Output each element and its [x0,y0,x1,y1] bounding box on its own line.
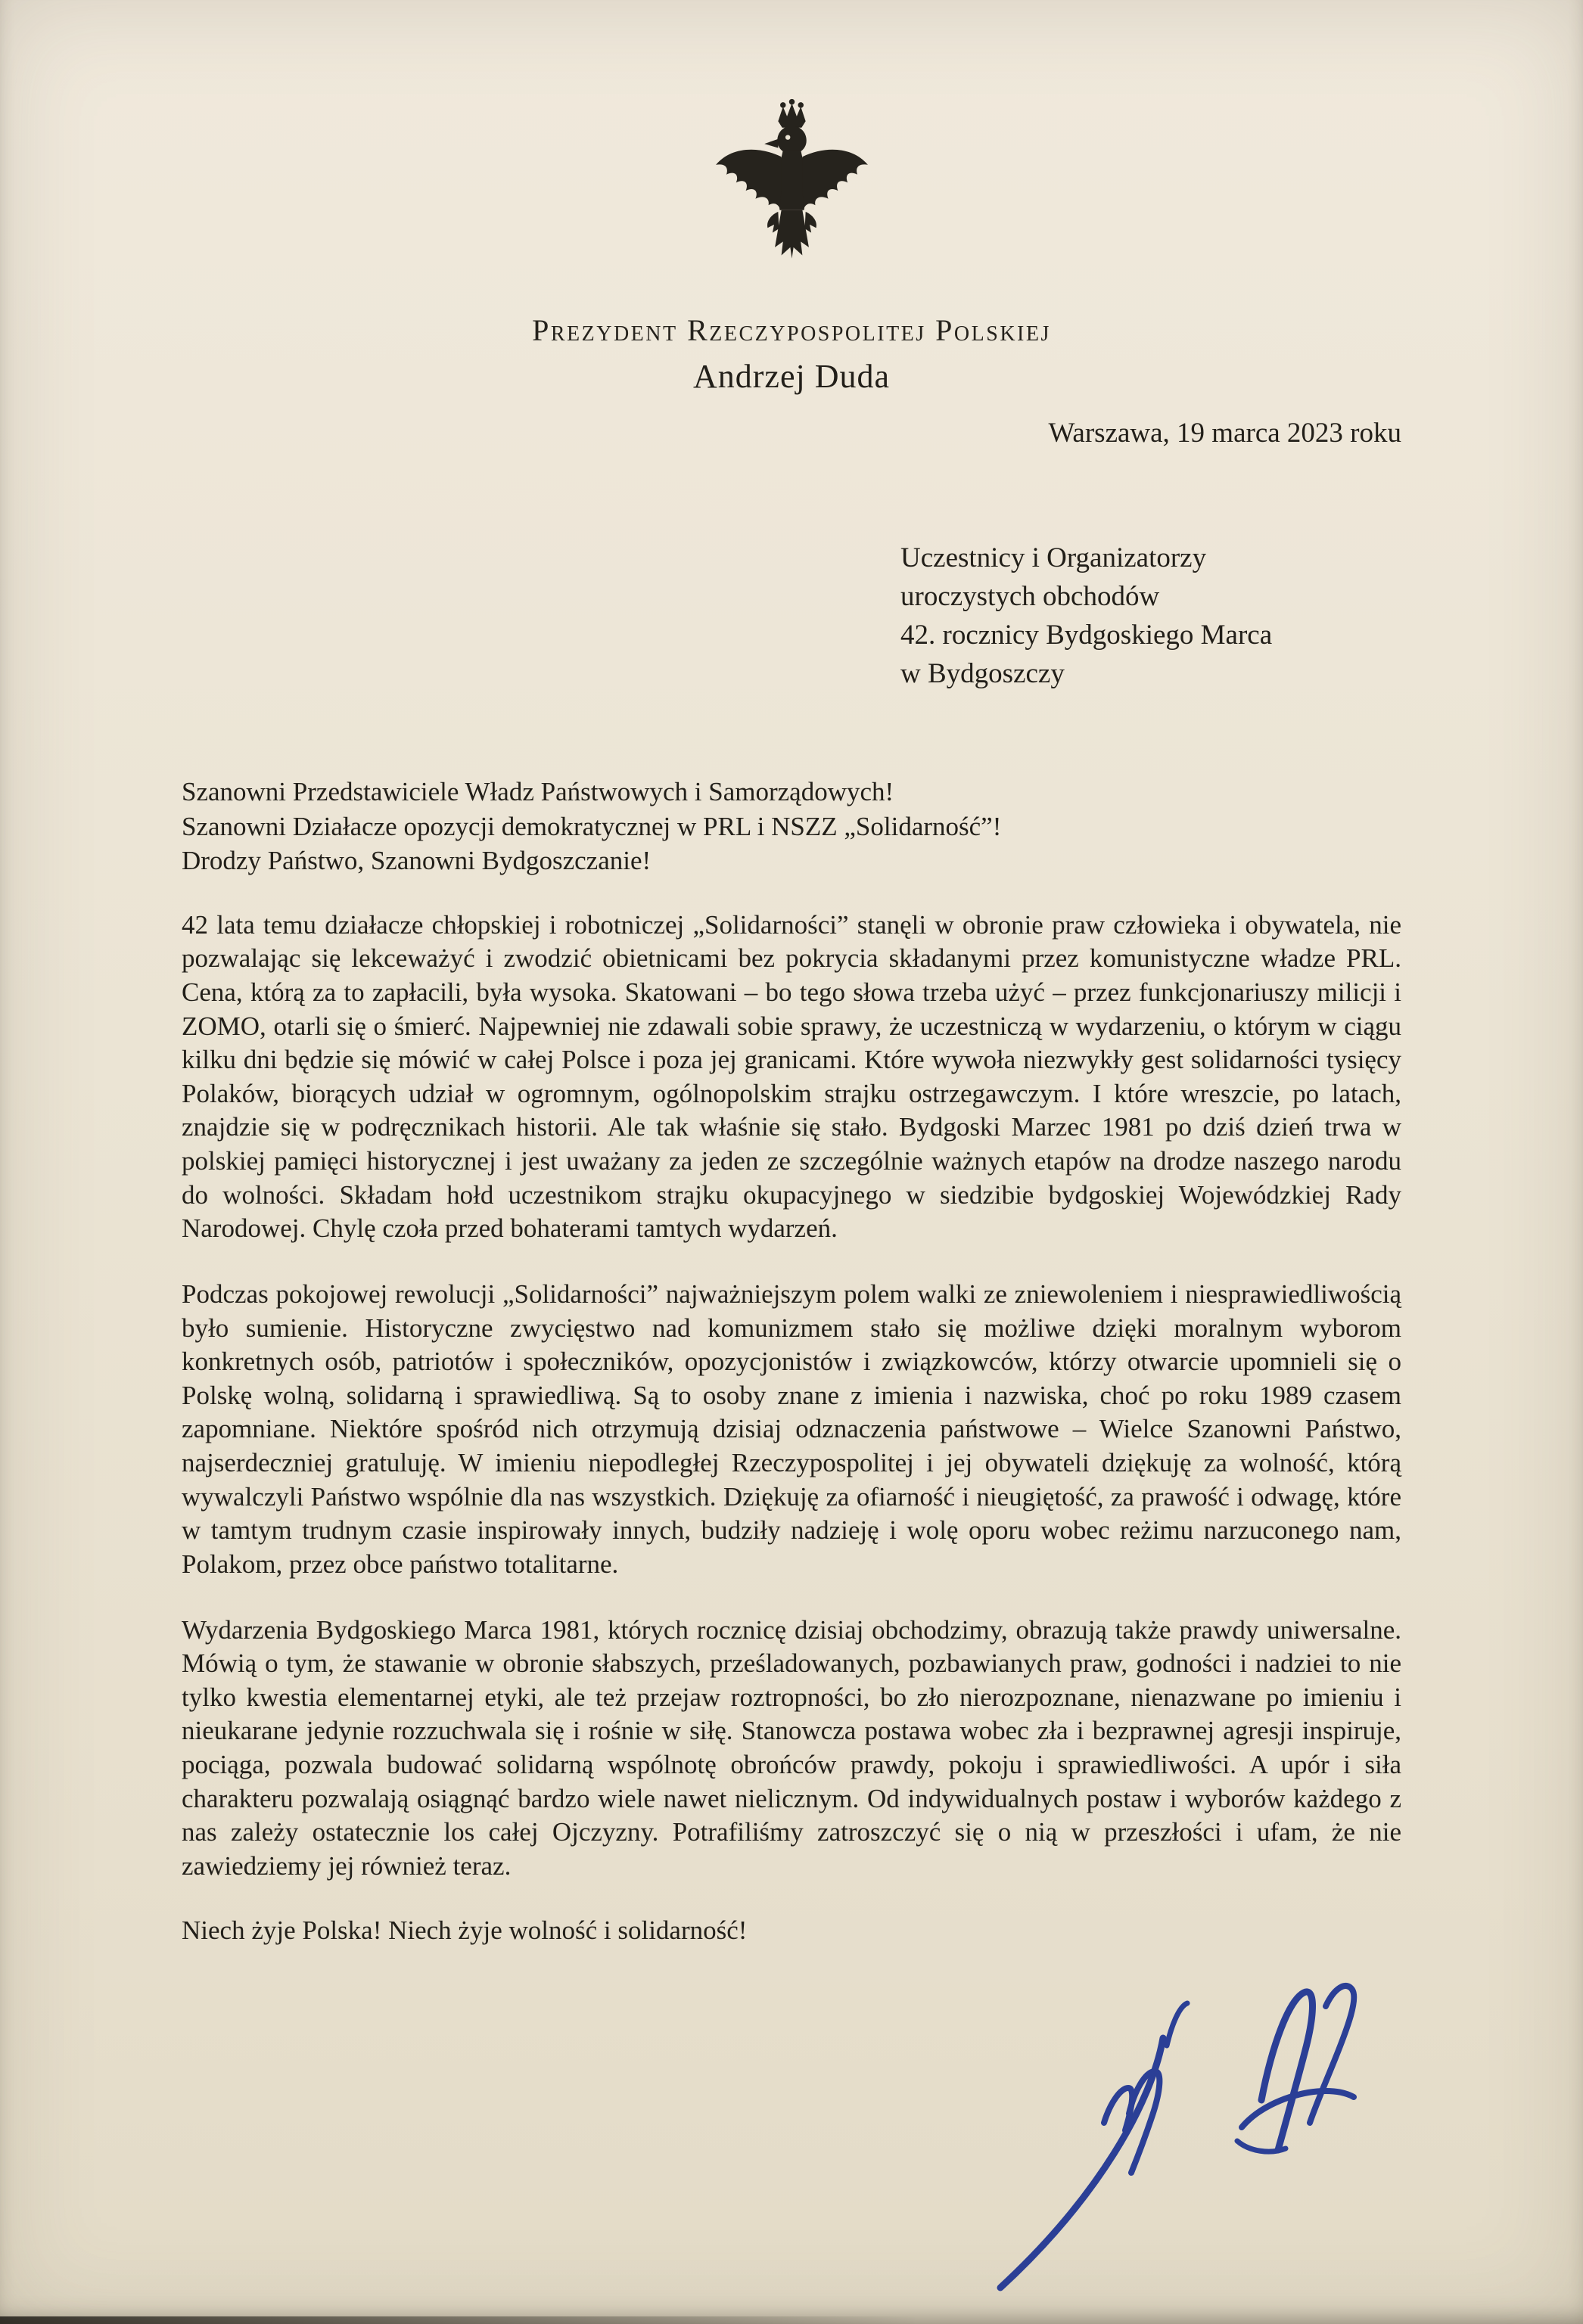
salutation-line: Szanowni Działacze opozycji demokratycznej w PRL i NSZZ „Solidarność”! [182,811,1002,841]
salutation-line: Drodzy Państwo, Szanowni Bydgoszczanie! [182,846,652,876]
addressee-line: Uczestnicy i Organizatorzy [900,542,1207,573]
handwritten-signature [928,1925,1413,2318]
letter-body [182,909,1401,1884]
closing-line: Niech żyje Polska! Niech żyje wolność i solidarność! [182,1915,748,1945]
addressee-line: uroczystych obchodów [900,581,1160,613]
body-paragraph: 42 lata temu działacze chłopskiej i robotniczej „Solidarności” stanęli w obronie praw człowieka i obywatela, nie pozwalając się lekceważyć i zwodzić obietnicami bez pokrycia składanymi przez komunistyczne władze PRL. Cena, którą za to zapłacili, była wysoka. Skatowani – bo tego słowa trzeba użyć – przez funkcjonariuszy milicji i ZOMO, otarli się o śmierć. Najpewniej nie zdawali sobie sprawy, że uczestniczą w wydarzeniu, o którym w ciągu kilku dni będzie się mówić w całej Polsce i poza jej granicami. Które wywoła niezwykły gest solidarności tysięcy Polaków, biorących udział w ogromnym, ogólnopolskim strajku ostrzegawczym. I które wreszcie, po latach, znajdzie się w podręcznikach historii. Ale tak właśnie się stało. Bydgoski Marzec 1981 po dziś dzień trwa w polskiej pamięci historycznej i jest uważany za jeden ze szczególnie ważnych etapów na drodze naszego narodu do wolności. Składam hołd uczestnikom strajku okupacyjnego w siedzibie bydgoskiej Wojewódzkiej Rady Narodowej. Chylę czoła przed bohaterami tamtych wydarzeń. [182,909,1401,1244]
body-paragraph: Podczas pokojowej rewolucji „Solidarności” najważniejszym polem walki ze zniewoleniem i niesprawiedliwością było sumienie. Historyczne zwycięstwo nad komunizmem stało się możliwe dzięki moralnym wyborom konkretnych osób, patriotów i społeczników, opozycjonistów i związkowców, którzy otwarcie upomnieli się o Polskę wolną, solidarną i sprawiedliwą. Są to osoby znane z imienia i nazwiska, choć po roku 1989 czasem zapomniane. Niektóre spośród nich otrzymują dzisiaj odznaczenia państwowe – Wielce Szanowni Państwo, najserdeczniej gratuluję. W imieniu niepodległej Rzeczypospolitej i jej obywateli dziękuję za wolność, którą wywalczyli Państwo wspólnie dla nas wszystkich. Dziękuję za ofiarność i nieugiętość, za prawość i odwagę, które w tamtym trudnym czasie inspirowały innych, budziły nadzieję i wolę oporu wobec reżimu narzuconego nam, Polakom, przez obce państwo totalitarne. [182,1279,1401,1579]
addressee-line: 42. rocznicy Bydgoskiego Marca [900,620,1273,651]
addressee-block [900,539,1401,693]
letterhead [182,97,1401,396]
body-paragraph: Wydarzenia Bydgoskiego Marca 1981, których rocznicę dzisiaj obchodzimy, obrazują także prawdy uniwersalne. Mówią o tym, że stawanie w obronie słabszych, prześladowanych, pozbawianych praw, godności i nadziei to nie tylko kwestia elementarnej etyki, ale też przejaw roztropności, bo zło nierozpoznane, nienazwane po imieniu i nieukarane jedynie rozzuchwala się i rośnie w siłę. Stanowcza postawa wobec zła i bezprawnej agresji inspiruje, pociąga, pozwala budować solidarną wspólnotę obrońców prawdy, pokoju i sprawiedliwości. A upór i siła charakteru pozwalają osiągnąć bardzo wiele nawet nielicznym. Od indywidualnych postaw i wyborów każdego z nas zależy ostatecznie los całej Ojczyzny. Potrafiliśmy zatroszczyć się o nią w przeszłości i ufam, że nie zawiedziemy jej również teraz. [182,1614,1401,1881]
polish-eagle-emblem-icon [703,97,881,283]
salutation-line: Szanowni Przedstawiciele Władz Państwowych i Samorządowych! [182,777,894,807]
letterhead-title: Prezydent Rzeczypospolitej Polskiej [532,313,1051,347]
letterhead-name: Andrzej Duda [692,358,890,395]
addressee-line: w Bydgoszczy [900,658,1065,690]
salutation-block [182,775,1401,878]
dateline: Warszawa, 19 marca 2023 roku [1048,418,1401,449]
